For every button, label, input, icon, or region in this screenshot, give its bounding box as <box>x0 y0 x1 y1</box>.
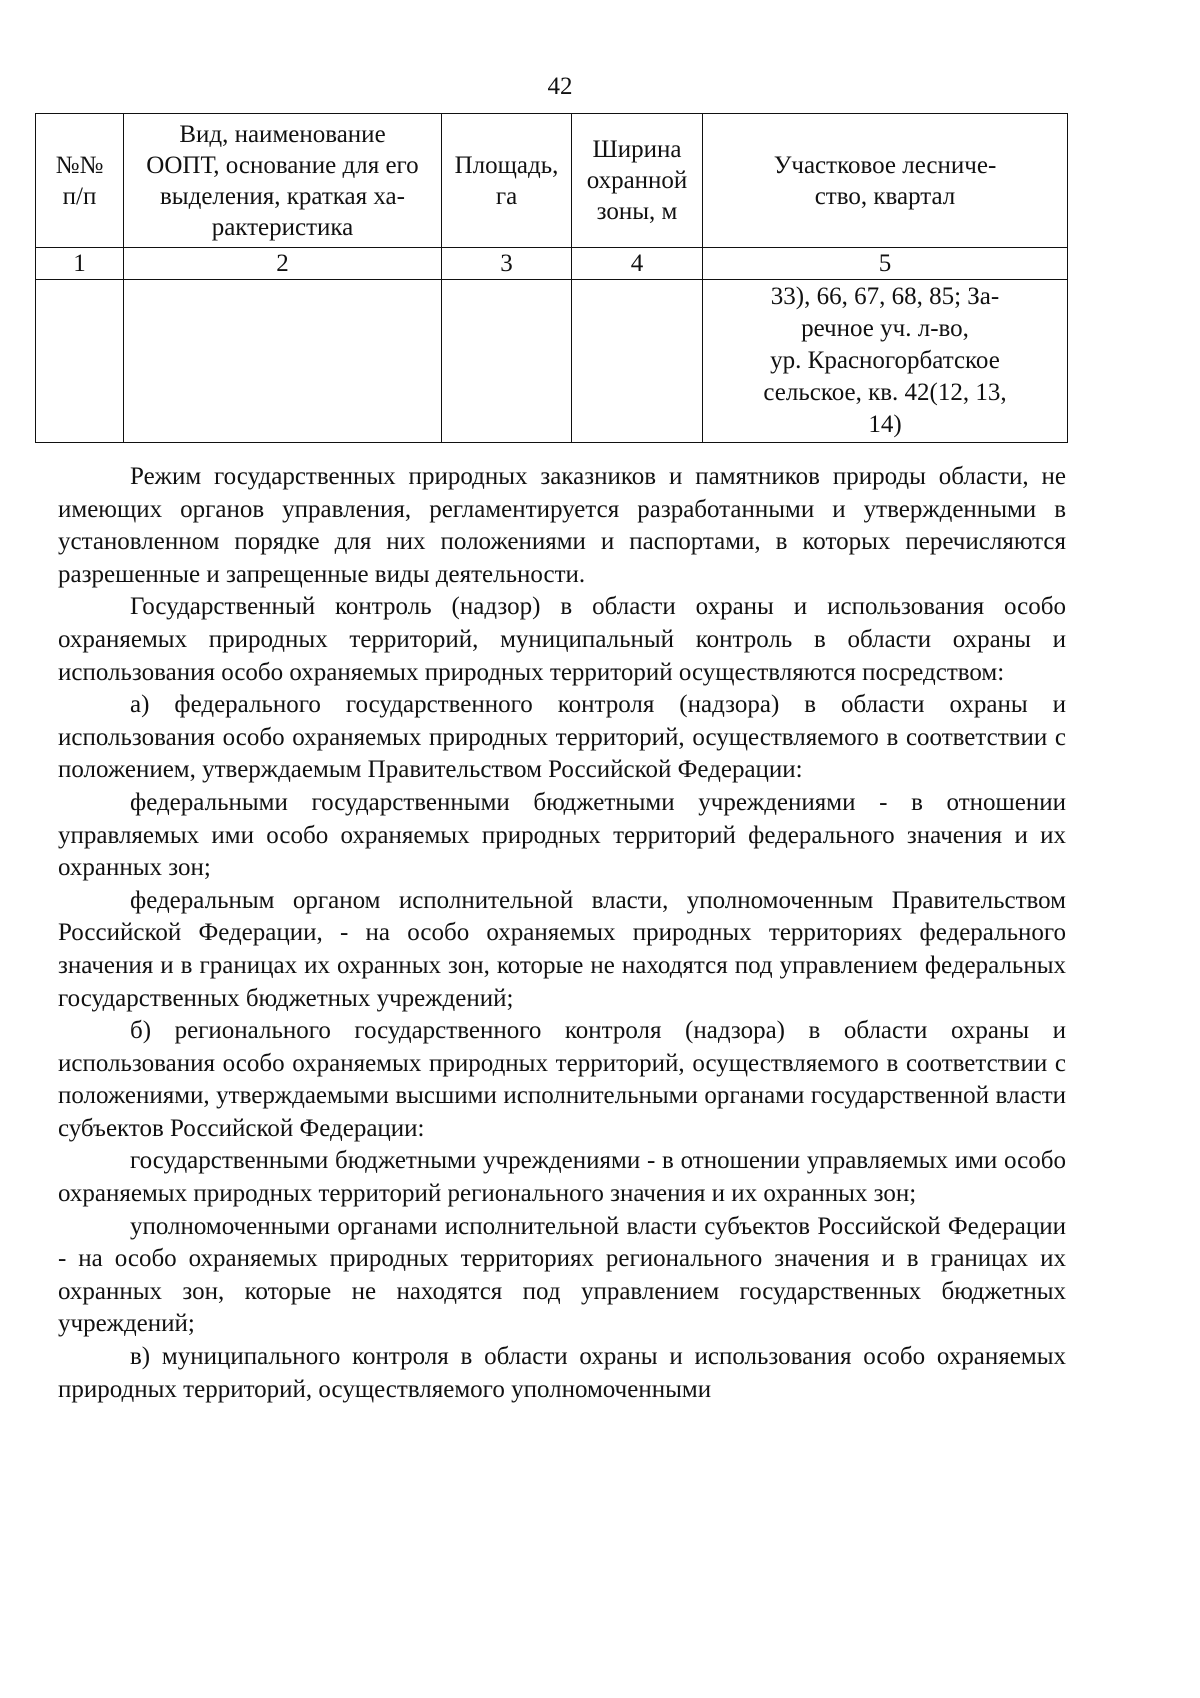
paragraph: Режим государственных природных заказников и памятников природы области, не имеющих органов управления, регламентируется разработанными и утвержденными в установленном порядке для них положениями и паспортами, в которых перечисляются разрешенные и запрещенные виды деятельности. <box>58 463 1066 588</box>
table-cell-text: 33), 66, 67, 68, 85; За- речное уч. л-во, ур. Красногорбатское сельское, кв. 42(12, 13, 14) <box>763 283 1007 438</box>
header-number-text: №№ п/п <box>55 151 104 210</box>
column-number: 2 <box>124 248 442 280</box>
paragraph: в) муниципального контроля в области охраны и использования особо охраняемых природных территорий, осуществляемого уполномоченными <box>58 1343 1066 1403</box>
column-number: 3 <box>442 248 572 280</box>
table-header-row <box>36 114 1068 248</box>
header-forestry-quarter <box>703 114 1068 248</box>
table-cell <box>572 280 703 443</box>
header-area <box>442 114 572 248</box>
body-text <box>58 461 1066 1406</box>
header-area-text: Площадь, га <box>454 151 559 210</box>
paragraph: б) регионального государственного контроля (надзора) в области охраны и использования особо охраняемых природных территорий, осуществляемого в соответствии с положениями, утверждаемыми высшими исполнительными органами государственной власти субъектов Российской Федерации: <box>58 1017 1066 1142</box>
header-name-description <box>124 114 442 248</box>
paragraph: Государственный контроль (надзор) в области охраны и использования особо охраняемых природных территорий, муниципальный контроль в области охраны и использования особо охраняемых природных территорий осуществляются посредством: <box>58 593 1066 686</box>
paragraph: федеральным органом исполнительной власти, уполномоченным Правительством Российской Федерации, - на особо охраняемых природных территориях федерального значения и в границах их охранных зон, которые не находятся под управлением федеральных государственных бюджетных учреждений; <box>58 886 1066 1012</box>
column-number-row <box>36 248 1068 280</box>
paragraph: а) федерального государственного контроля (надзора) в области охраны и использования особо охраняемых природных территорий, осуществляемого в соответствии с положением, утверждаемым Правительством Российской Федерации: <box>58 691 1066 784</box>
page-number: 42 <box>547 73 573 100</box>
table-cell <box>36 280 124 443</box>
table-row <box>36 280 1068 443</box>
header-number <box>36 114 124 248</box>
header-forestry-quarter-text: Участковое лесниче- ство, квартал <box>773 151 997 210</box>
table-cell <box>124 280 442 443</box>
header-buffer-width-text: Ширина охранной зоны, м <box>586 136 688 225</box>
table-cell <box>442 280 572 443</box>
protected-areas-table <box>35 113 1068 443</box>
header-name-description-text: Вид, наименование ООПТ, основание для его выделения, краткая ха- рактеристика <box>146 120 419 241</box>
column-number: 4 <box>572 248 703 280</box>
column-number: 5 <box>703 248 1068 280</box>
paragraph: уполномоченными органами исполнительной власти субъектов Российской Федерации - на особо охраняемых природных территориях регионального значения и в границах их охранных зон, которые не находятся под управлением государственных бюджетных учреждений; <box>58 1212 1066 1338</box>
paragraph: государственными бюджетными учреждениями - в отношении управляемых ими особо охраняемых природных территорий регионального значения и их охранных зон; <box>58 1147 1066 1208</box>
column-number: 1 <box>36 248 124 280</box>
table-cell <box>703 280 1068 443</box>
header-buffer-width <box>572 114 703 248</box>
paragraph: федеральными государственными бюджетными учреждениями - в отношении управляемых ими особо охраняемых природных территорий федерального значения и их охранных зон; <box>58 788 1066 882</box>
